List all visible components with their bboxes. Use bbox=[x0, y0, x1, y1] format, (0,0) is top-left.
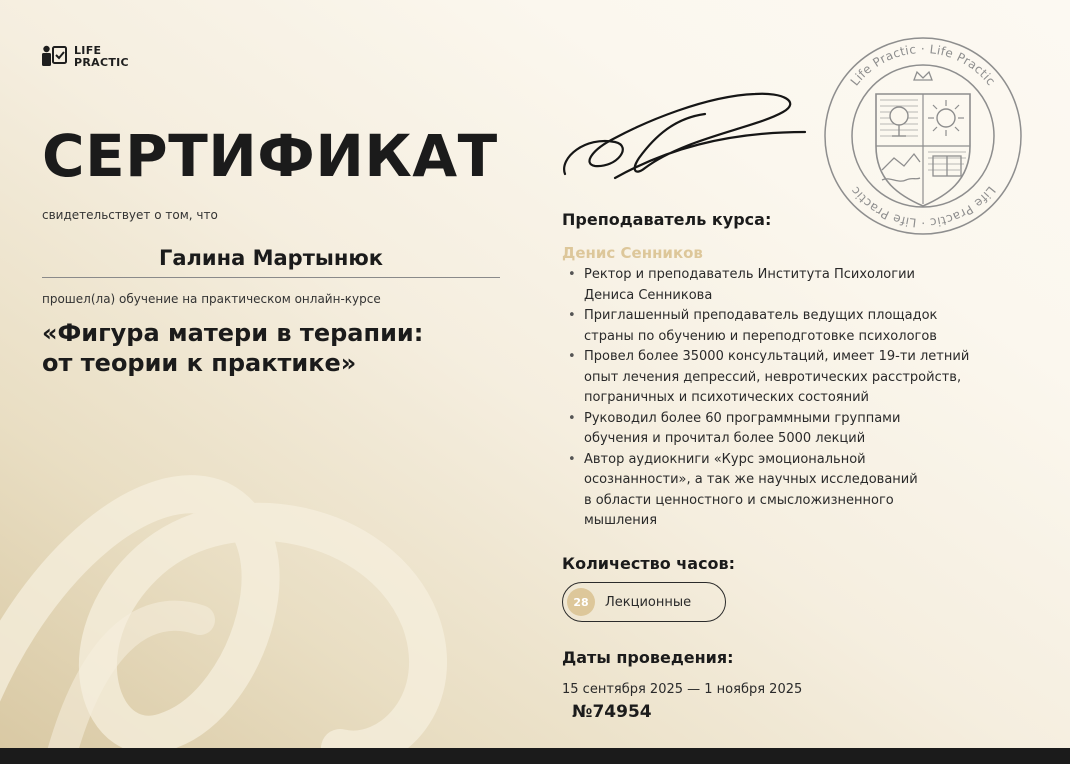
course-title-line-2: от теории к практике» bbox=[42, 349, 357, 377]
course-title bbox=[42, 318, 502, 378]
dates-heading: Даты проведения: bbox=[562, 648, 734, 667]
bio-line: Дениса Сенникова bbox=[584, 287, 713, 303]
dates-range: 15 сентября 2025 — 1 ноября 2025 bbox=[562, 682, 803, 697]
hours-type: Лекционные bbox=[605, 594, 692, 610]
signature bbox=[555, 78, 815, 188]
bio-item bbox=[566, 306, 1046, 347]
life-practic-logo-icon bbox=[42, 44, 68, 70]
bio-line: обучения и прочитал более 5000 лекций bbox=[584, 431, 866, 446]
brand-line-1: LIFE bbox=[74, 44, 102, 57]
teacher-heading: Преподаватель курса: bbox=[562, 210, 772, 229]
bio-line: опыт лечения депрессий, невротических расстройств, bbox=[584, 369, 962, 385]
hours-heading: Количество часов: bbox=[562, 554, 736, 573]
seal-text-top: Life Practic · Life Practic bbox=[847, 42, 999, 89]
bio-line: • Руководил более 60 программными группами bbox=[584, 410, 901, 426]
bio-line: • Ректор и преподаватель Института Психологии bbox=[584, 267, 915, 282]
teacher-bio-list bbox=[566, 265, 1046, 532]
bio-item bbox=[566, 409, 1046, 450]
brand-name bbox=[74, 45, 129, 69]
brand-line-2: PRACTIC bbox=[74, 56, 129, 69]
bio-line: мышления bbox=[584, 513, 658, 528]
bio-line: пограничных и психотических состояний bbox=[584, 390, 870, 405]
completed-text: прошел(ла) обучение на практическом онлайн-курсе bbox=[42, 292, 381, 306]
certificate-number: №74954 bbox=[572, 702, 652, 722]
bio-line: страны по обучению и переподготовке психологов bbox=[584, 328, 937, 344]
hours-count: 28 bbox=[567, 588, 595, 616]
bio-line: в области ценностного и смысложизненного bbox=[584, 492, 894, 508]
bio-item bbox=[566, 347, 1046, 409]
certificate-title: СЕРТИФИКАТ bbox=[42, 122, 498, 190]
recipient-name: Галина Мартынюк bbox=[158, 246, 384, 270]
seal-stamp bbox=[818, 36, 1028, 236]
bio-line: • Автор аудиокниги «Курс эмоциональной bbox=[584, 451, 866, 467]
course-title-line-1: «Фигура матери в терапии: bbox=[42, 319, 424, 347]
bottom-bar bbox=[0, 748, 1070, 764]
bio-line: осознанности», а так же научных исследований bbox=[584, 472, 918, 487]
attest-text: свидетельствует о том, что bbox=[42, 208, 218, 222]
bio-item bbox=[566, 450, 1046, 532]
seal-text-bottom: Life Practic · Life Practic bbox=[847, 183, 999, 230]
brand-logo bbox=[42, 44, 129, 70]
hours-badge bbox=[562, 582, 726, 622]
recipient-name-line bbox=[42, 244, 500, 278]
bio-item bbox=[566, 265, 1046, 306]
bio-line: • Приглашенный преподаватель ведущих площадок bbox=[584, 308, 938, 323]
teacher-name: Денис Сенников bbox=[562, 244, 703, 262]
bio-line: • Провел более 35000 консультаций, имеет 19-ти летний bbox=[584, 349, 970, 364]
